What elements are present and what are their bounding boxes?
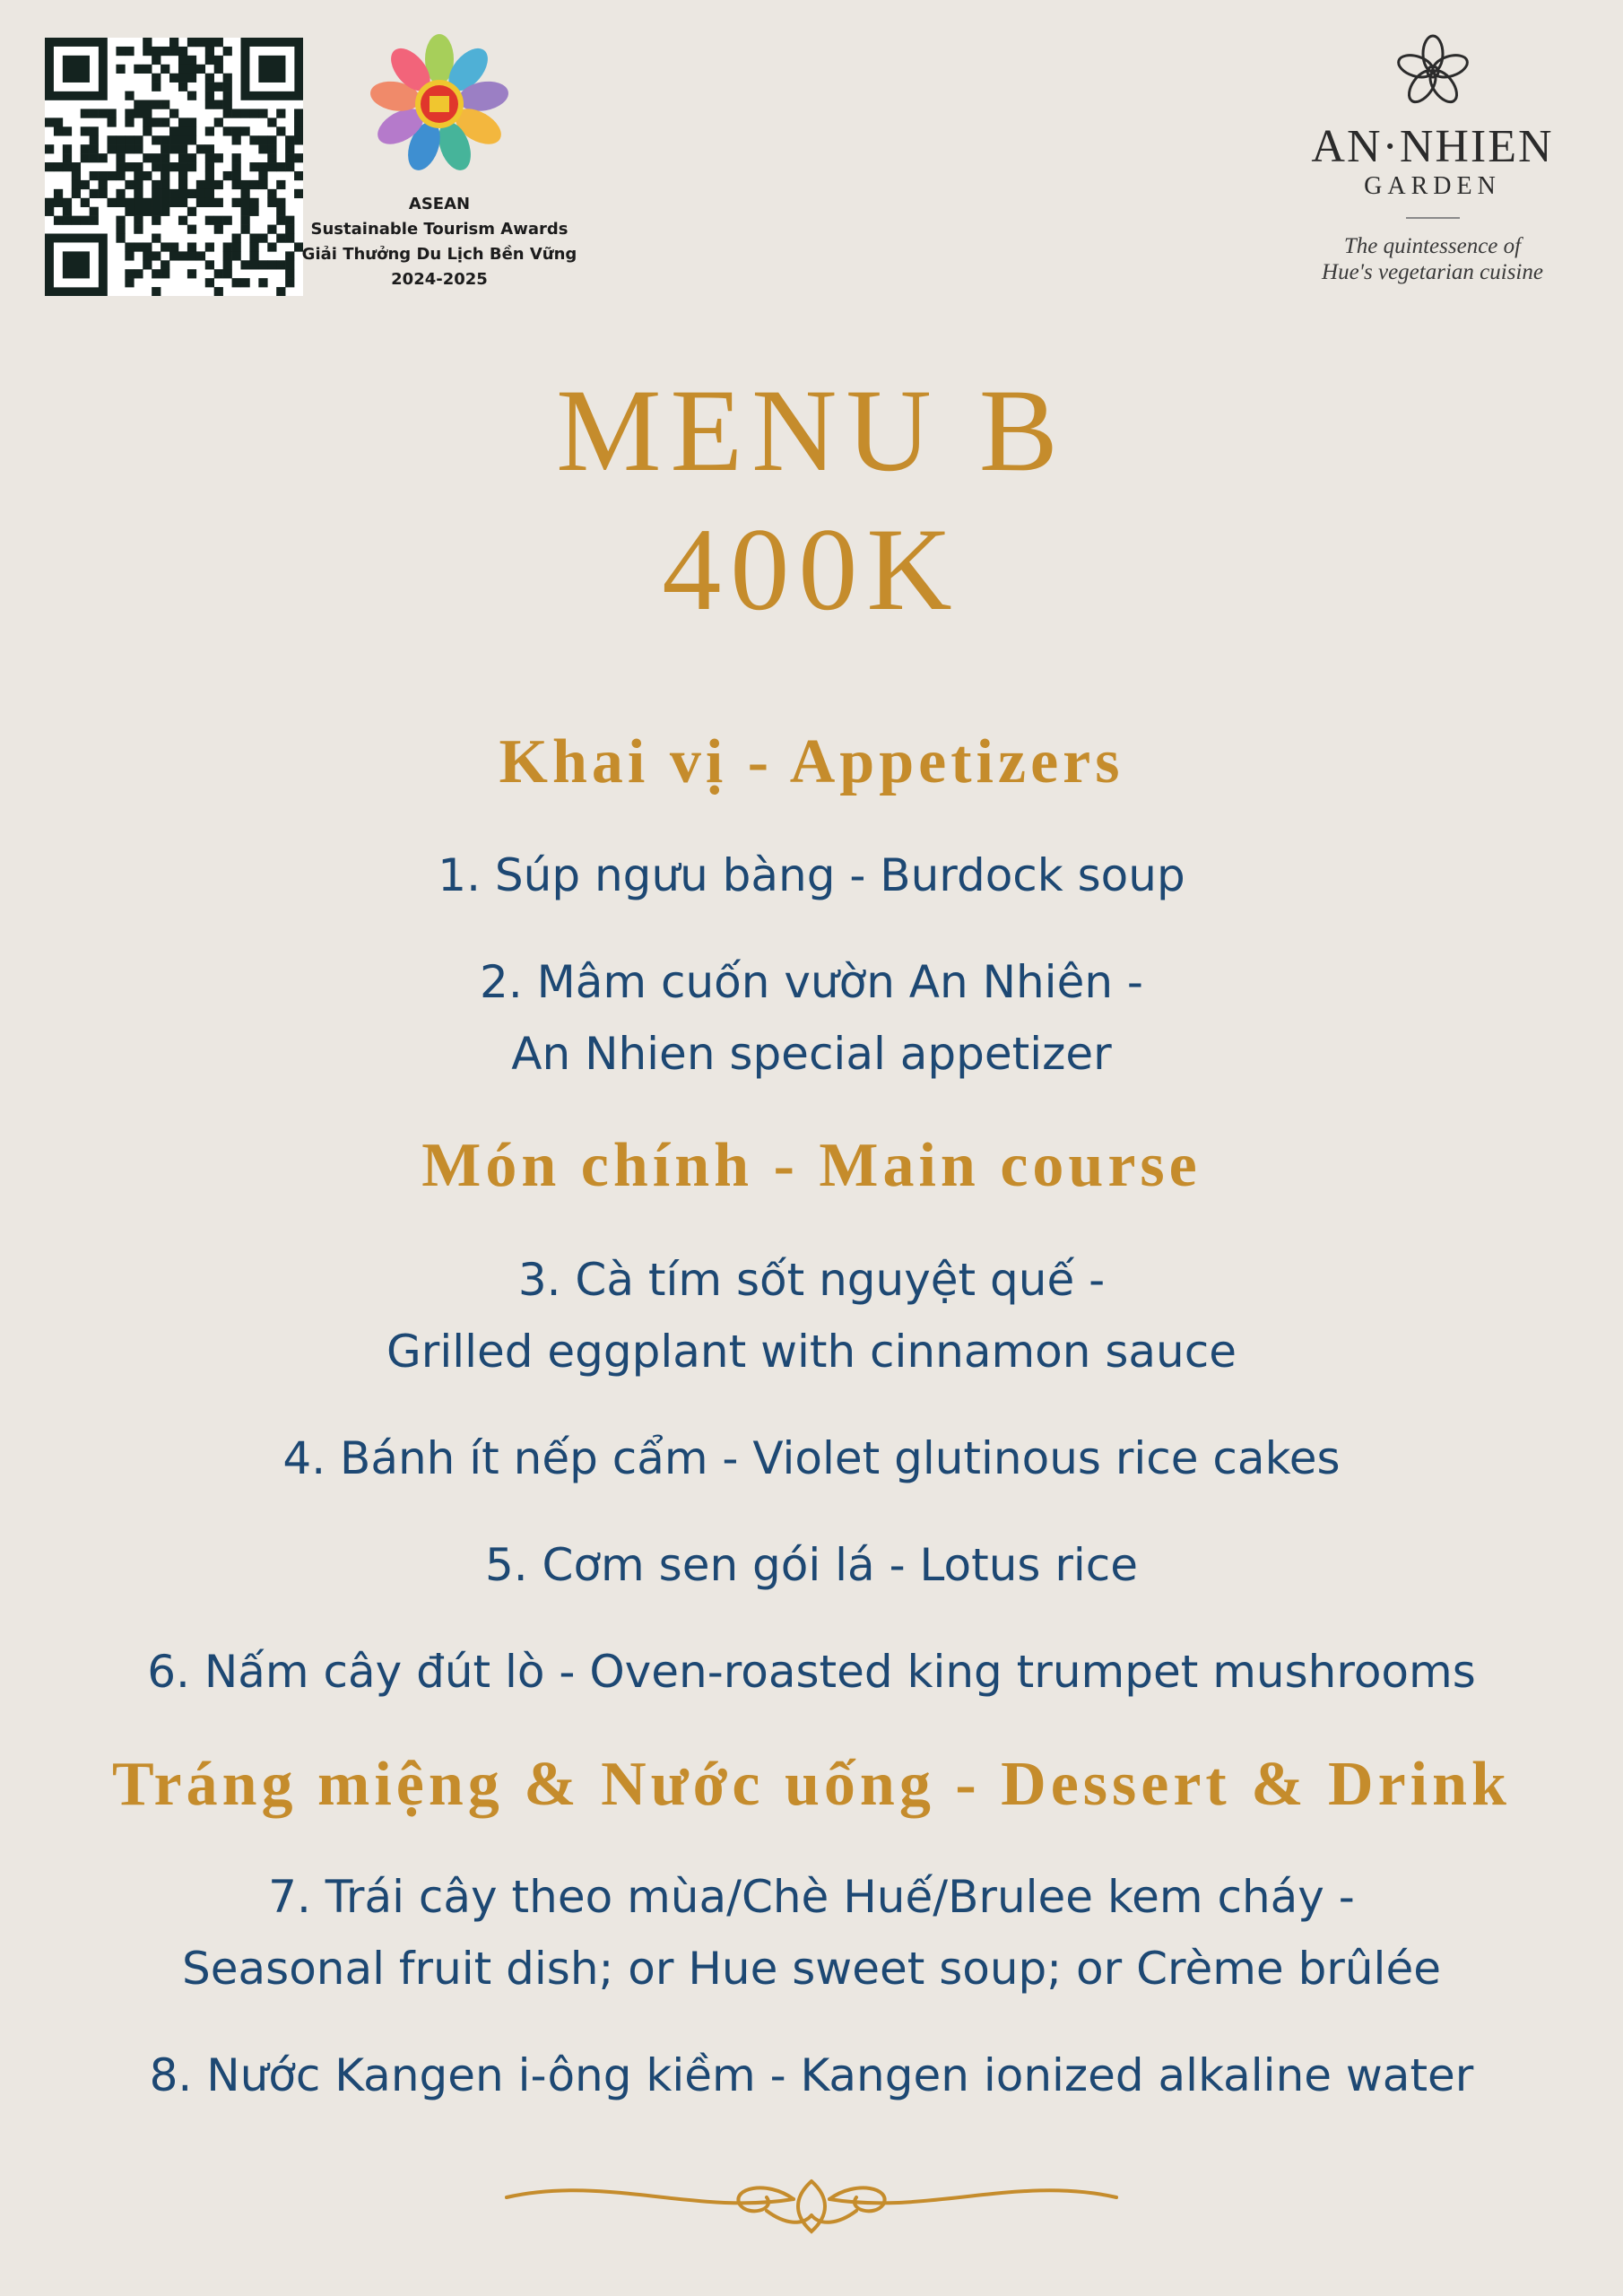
brand-subtitle: GARDEN: [1364, 172, 1501, 200]
award-line: ASEAN: [408, 195, 471, 213]
brand-tagline-line: Hue's vegetarian cuisine: [1322, 260, 1543, 284]
menu-item-line: 4. Bánh ít nếp cẩm - Violet glutinous rice cakes: [282, 1432, 1341, 1484]
asean-award: [300, 32, 578, 292]
menu-item: [0, 1422, 1623, 1494]
brand-tagline-line: The quintessence of: [1343, 234, 1522, 258]
menu-item: [0, 946, 1623, 1090]
section-heading-appetizers: Khai vị - Appetizers: [499, 727, 1124, 796]
menu-item: [0, 2039, 1623, 2111]
qr-code[interactable]: [45, 38, 303, 296]
menu-item: [0, 839, 1623, 911]
section-heading-main-course: Món chính - Main course: [421, 1131, 1202, 1200]
menu-item-line: Grilled eggplant with cinnamon sauce: [386, 1326, 1237, 1378]
qr-code-icon: [45, 38, 303, 296]
menu-item-line: Seasonal fruit dish; or Hue sweet soup; or Crème brûlée: [182, 1943, 1441, 1995]
award-line: Sustainable Tourism Awards: [310, 220, 568, 239]
brand-logo: [1273, 32, 1592, 285]
section-heading-dessert-drink: Tráng miệng & Nước uống - Dessert & Drink: [112, 1750, 1511, 1819]
asean-award-logo-icon: [368, 32, 511, 176]
brand-tagline: [1273, 233, 1592, 285]
lotus-flower-icon: [1393, 32, 1473, 108]
menu-item: [0, 1529, 1623, 1601]
menu-title: MENU B: [556, 364, 1067, 496]
menu-item-line: 1. Súp ngưu bàng - Burdock soup: [438, 849, 1185, 901]
award-line: Giải Thưởng Du Lịch Bền Vững: [301, 245, 577, 264]
menu-item: [0, 1861, 1623, 2005]
award-line: 2024-2025: [391, 270, 488, 289]
menu-item-line: 6. Nấm cây đút lò - Oven-roasted king trumpet mushrooms: [147, 1646, 1476, 1698]
brand-divider: [1406, 217, 1460, 219]
menu-item-line: 3. Cà tím sốt nguyệt quế -: [517, 1254, 1106, 1306]
brand-name: AN·NHIEN: [1311, 121, 1554, 172]
menu-item: [0, 1244, 1623, 1387]
menu-price: 400K: [662, 503, 961, 635]
menu-item-line: 7. Trái cây theo mùa/Chè Huế/Brulee kem cháy -: [268, 1871, 1355, 1923]
menu-item-line: An Nhien special appetizer: [511, 1028, 1112, 1080]
menu-item-line: 5. Cơm sen gói lá - Lotus rice: [484, 1539, 1139, 1591]
flourish-divider-icon: [498, 2170, 1125, 2242]
menu-item: [0, 1636, 1623, 1708]
menu-item-line: 2. Mâm cuốn vườn An Nhiên -: [480, 956, 1143, 1008]
menu-item-line: 8. Nước Kangen i-ông kiềm - Kangen ionized alkaline water: [149, 2049, 1474, 2101]
award-caption: [300, 192, 578, 292]
